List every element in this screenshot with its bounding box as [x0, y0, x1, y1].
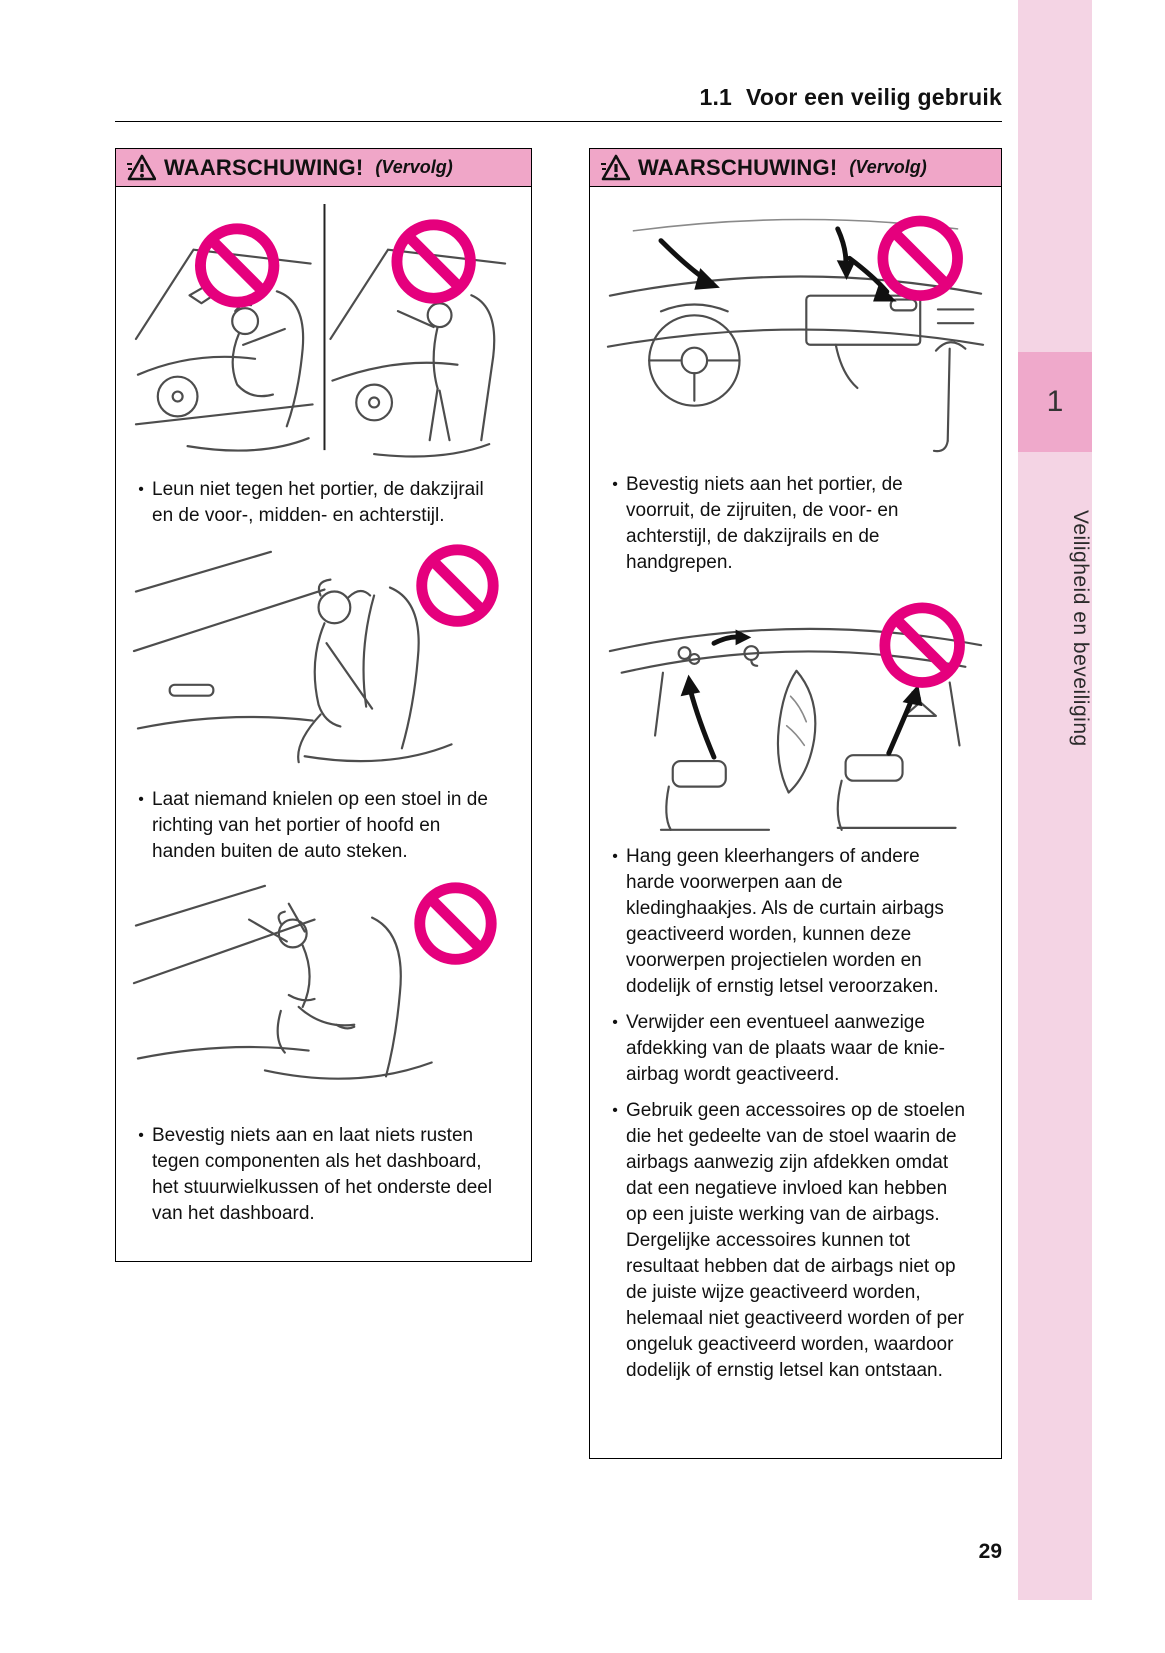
bullet-text: Hang geen kleerhangers of andere harde voorwerpen aan de kledinghaakjes. Als de curtain airbags geactiveerd worden, kunnen deze voorwerpen projectielen worden en dodelijk of ernstig letsel veroorzaken.: [626, 846, 944, 997]
bullet-marker: •: [138, 1127, 144, 1144]
bullet-text: Verwijder een eventueel aanwezige afdekking van de plaats waar de knie-airbag wordt geactiveerd.: [626, 1012, 945, 1085]
pointer-arrow: [837, 229, 856, 280]
pointer-arrow: [889, 684, 922, 753]
illustration-no-hangers-curtain-airbag: [604, 586, 987, 836]
sidebar-strip: [1018, 0, 1092, 1600]
bullet-marker: •: [612, 476, 618, 493]
list-item: [130, 787, 517, 865]
warning-title: WAARSCHUWING!: [164, 154, 364, 180]
page-number: 29: [978, 1540, 1002, 1563]
warning-continued: (Vervolg): [849, 157, 927, 177]
warning-content-left: [116, 187, 531, 1247]
list-item: [130, 477, 517, 529]
bullet-text: Bevestig niets aan en laat niets rusten tegen componenten als het dashboard, het stuurwielkussen of het onderste deel van het dashboard.: [152, 1125, 493, 1224]
prohibition-icon: [397, 225, 470, 298]
prohibition-icon: [420, 888, 491, 959]
section-title: Voor een veilig gebruik: [746, 84, 1002, 110]
list-item: [604, 844, 987, 1000]
chapter-tab: 1: [1018, 352, 1092, 452]
bullet-marker: •: [612, 848, 618, 865]
header-rule: [115, 121, 1002, 122]
warning-title: WAARSCHUWING!: [638, 154, 838, 180]
illustration-no-attachments-dashboard: [604, 199, 987, 464]
warning-triangle-icon: [126, 154, 156, 181]
illustration-no-kneeling-child: [130, 875, 517, 1115]
warning-continued: (Vervolg): [375, 157, 453, 177]
bullet-marker: •: [612, 1102, 618, 1119]
illustration-no-leaning-out: [130, 539, 517, 779]
warning-box-left: [115, 148, 532, 1262]
list-item: [130, 1123, 517, 1227]
list-item: [604, 1010, 987, 1088]
bullet-marker: •: [138, 481, 144, 498]
list-item: [604, 1098, 987, 1384]
warning-header-left: [116, 149, 531, 187]
bullet-marker: •: [612, 1014, 618, 1031]
bullet-text: Laat niemand knielen op een stoel in de richting van het portier of hoofd en handen buiten de auto steken.: [152, 789, 488, 862]
list-item: [604, 472, 987, 576]
warning-box-right: [589, 148, 1002, 1459]
page-title: [115, 84, 1002, 111]
warning-header-right: [590, 149, 1001, 187]
bullet-text: Leun niet tegen het portier, de dakzijrail en de voor-, midden- en achterstijl.: [152, 479, 484, 526]
prohibition-icon: [885, 608, 960, 683]
section-number: 1.1: [699, 84, 733, 110]
illustration-no-leaning-door: [130, 199, 517, 469]
prohibition-icon: [200, 229, 273, 302]
prohibition-icon: [422, 550, 493, 621]
warning-content-right: [590, 187, 1001, 1404]
warning-triangle-icon: [600, 154, 630, 181]
bullet-text: Bevestig niets aan het portier, de voorruit, de zijruiten, de voor- en achterstijl, de dakzijrails en de handgrepen.: [626, 474, 903, 573]
bullet-text: Gebruik geen accessoires op de stoelen die het gedeelte van de stoel waarin de airbags aanwezig zijn afdekken omdat dat een negatieve invloed kan hebben op een juiste werking van de airbags. Dergelijke accessoires kunnen tot resultaat hebben dat de airbags niet op de juiste wijze geactiveerd worden, helemaal niet geactiveerd worden of per ongeluk geactiveerd worden, waardoor dodelijk of ernstig letsel kan ontstaan.: [626, 1100, 966, 1381]
chapter-label: Veiligheid en beveiliging: [1069, 509, 1092, 747]
bullet-marker: •: [138, 791, 144, 808]
pointer-arrow: [681, 675, 714, 757]
